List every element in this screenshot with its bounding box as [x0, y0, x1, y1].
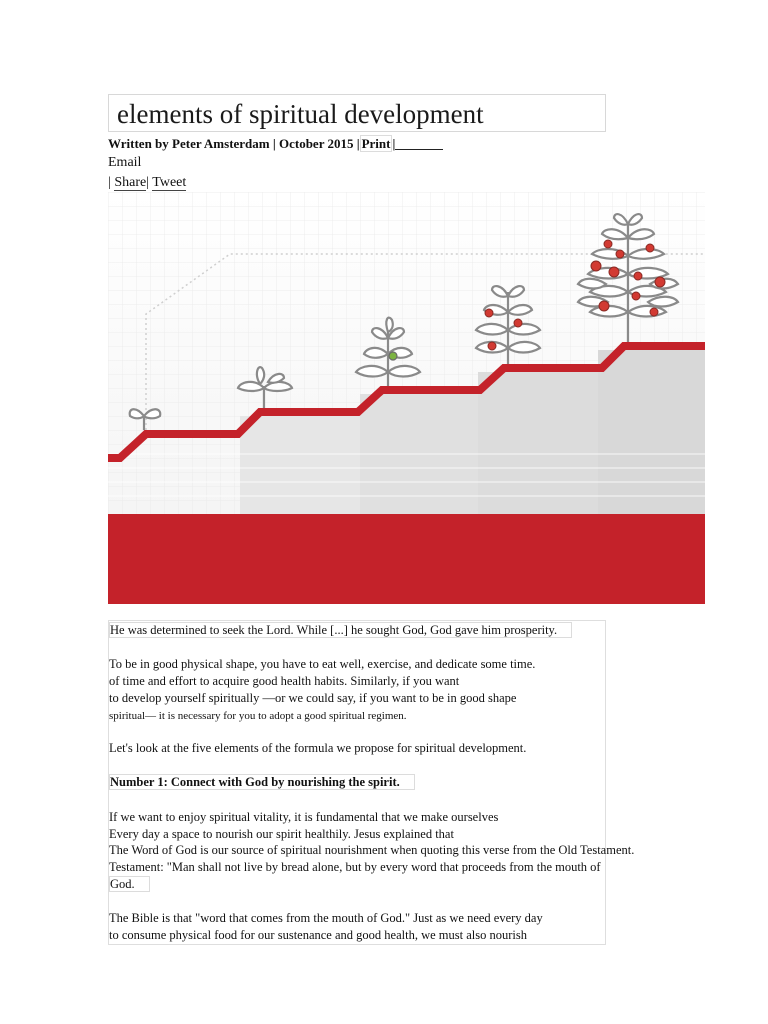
paragraph-line: Let's look at the five elements of the formula we propose for spiritual development.: [109, 741, 527, 755]
tweet-link[interactable]: Tweet: [152, 175, 187, 190]
paragraph-line: of time and effort to acquire good health habits. Similarly, if you want: [109, 674, 460, 688]
paragraph-line: Every day a space to nourish our spirit healthily. Jesus explained that: [109, 827, 454, 841]
share-link[interactable]: Share: [114, 175, 147, 190]
quote-line: [109, 622, 572, 638]
article-body: [108, 620, 635, 945]
section-heading-text: Number 1: Connect with God by nourishing the spirit.: [109, 774, 415, 790]
share-prefix: |: [108, 175, 115, 190]
paragraph-line: [109, 876, 150, 892]
paragraph-line: to consume physical food for our sustenance and good health, we must also nourish: [109, 928, 527, 942]
paragraph-line: If we want to enjoy spiritual vitality, it is fundamental that we make ourselves: [109, 810, 499, 824]
paragraph-line: To be in good physical shape, you have to eat well, exercise, and dedicate some time.: [109, 657, 536, 671]
quote-text: He was determined to seek the Lord. While [...] he sought God, God gave him prosperity.: [109, 622, 572, 638]
paragraph-line: The Bible is that "word that comes from the mouth of God." Just as we need every day: [109, 911, 543, 925]
paragraph-line: The Word of God is our source of spiritual nourishment when quoting this verse from the Old Testament.: [109, 843, 635, 857]
print-link[interactable]: Print: [361, 136, 391, 151]
byline: [108, 135, 443, 152]
paragraph-line-end: God.: [109, 876, 150, 892]
blank-underline: [395, 136, 443, 150]
paragraph-line: to develop yourself spiritually —or we could say, if you want to be in good shape: [109, 691, 517, 705]
section-heading: [109, 774, 415, 790]
red-band: [108, 514, 705, 604]
page-title: elements of spiritual development: [117, 99, 484, 129]
title-box: [108, 94, 606, 132]
growth-steps-illustration: [108, 192, 705, 604]
byline-author-date: Written by Peter Amsterdam | October 2015 |: [108, 136, 360, 151]
byline-separator: |: [392, 136, 396, 151]
share-separator: |: [146, 175, 150, 190]
share-row: [108, 174, 186, 191]
email-link[interactable]: Email: [108, 155, 142, 170]
paragraph-line: spiritual— it is necessary for you to adopt a good spiritual regimen.: [109, 710, 407, 722]
paragraph-line: Testament: "Man shall not live by bread alone, but by every word that proceeds from the mouth of: [109, 860, 601, 874]
